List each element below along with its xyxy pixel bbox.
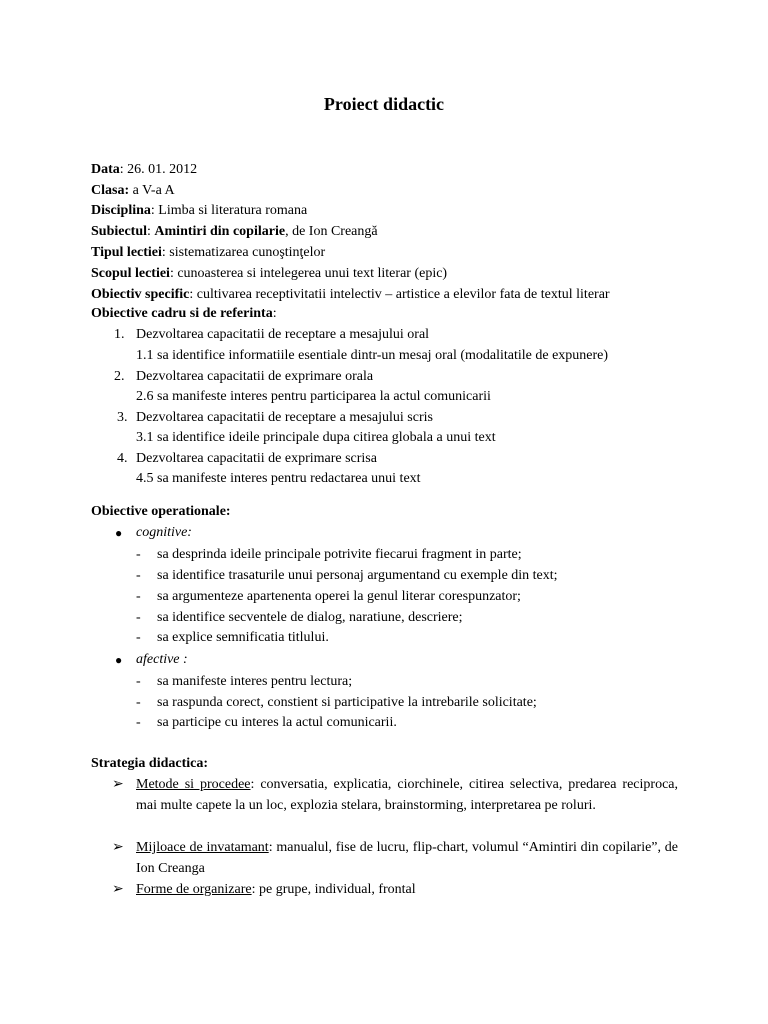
cadru-item-sub: 2.6 sa manifeste interes pentru participarea la actul comunicarii (136, 389, 491, 404)
cadru-item-number: 4. (117, 451, 128, 466)
dash-icon: - (136, 674, 141, 689)
dash-icon: - (136, 589, 141, 604)
cadru-colon: : (272, 306, 277, 321)
dash-icon: - (136, 547, 141, 562)
operationale-heading: Obiective operationale: (91, 504, 231, 519)
metode-label: Metode si procedee (136, 777, 251, 792)
arrow-bullet-icon: ➢ (112, 882, 124, 897)
metode-text: : conversatia, explicatia, ciorchinele, citirea selectiva, predarea reciproca, mai multe capete la un loc, explozia stelara, brainstorming, interpretarea pe roluri. (136, 777, 678, 813)
dash-icon: - (136, 568, 141, 583)
afective-item: sa manifeste interes pentru lectura; (157, 674, 353, 689)
clasa-value: a V-a A (129, 183, 175, 198)
dash-icon: - (136, 715, 141, 730)
cadru-heading (91, 305, 277, 323)
subiectul-colon: : (147, 224, 155, 239)
cognitive-item: sa identifice secventele de dialog, naratiune, descriere; (157, 610, 463, 625)
tipul-label: Tipul lectiei (91, 245, 162, 260)
tipul-value: : sistematizarea cunoştinţelor (161, 245, 326, 260)
cadru-item-sub: 3.1 sa identifice ideile principale dupa citirea globala a unui text (136, 430, 496, 445)
mijloace-text: : manualul, fise de lucru, flip-chart, volumul “Amintiri din copilarie”, de Ion Creanga (136, 840, 678, 876)
cadru-item-number: 1. (114, 327, 125, 342)
cognitive-item: sa argumenteze apartenenta operei la genul literar corespunzator; (157, 589, 521, 604)
arrow-bullet-icon: ➢ (112, 840, 124, 855)
data-label: Data (91, 162, 120, 177)
cognitive-label: cognitive: (136, 525, 192, 540)
metode-paragraph (136, 775, 678, 816)
subiectul-label: Subiectul (91, 224, 148, 239)
afective-item: sa raspunda corect, constient si participative la intrebarile solicitate; (157, 695, 537, 710)
cognitive-item: sa explice semnificatia titlului. (157, 630, 329, 645)
scopul-value: : cunoasterea si intelegerea unui text literar (epic) (169, 266, 448, 281)
cadru-label: Obiective cadru si de referinta (91, 306, 273, 321)
bullet-icon: ● (115, 526, 123, 540)
dash-icon: - (136, 630, 141, 645)
forme-text: : pe grupe, individual, frontal (251, 882, 416, 897)
cadru-item-text: Dezvoltarea capacitatii de receptare a mesajului oral (136, 327, 430, 342)
disciplina-line (91, 202, 307, 220)
subiectul-line (91, 223, 378, 241)
cadru-item-sub: 4.5 sa manifeste interes pentru redactarea unui text (136, 471, 421, 486)
cadru-item-sub: 1.1 sa identifice informatiile esentiale dintr-un mesaj oral (modalitatile de expunere) (136, 348, 609, 363)
cognitive-item: sa desprinda ideile principale potrivite fiecarui fragment in parte; (157, 547, 522, 562)
scopul-label: Scopul lectiei (91, 266, 170, 281)
cadru-item-text: Dezvoltarea capacitatii de receptare a mesajului scris (136, 410, 433, 425)
subiectul-title: Amintiri din copilarie (154, 224, 286, 239)
arrow-bullet-icon: ➢ (112, 777, 124, 792)
cadru-item-number: 3. (117, 410, 128, 425)
tipul-line (91, 244, 325, 262)
disciplina-label: Disciplina (91, 203, 151, 218)
data-value: : 26. 01. 2012 (119, 162, 198, 177)
strategia-heading: Strategia didactica: (91, 756, 209, 771)
clasa-line (91, 182, 175, 200)
subiectul-rest: , de Ion Creangă (285, 224, 378, 239)
disciplina-value: : Limba si literatura romana (150, 203, 308, 218)
afective-item: sa participe cu interes la actul comunicarii. (157, 715, 397, 730)
data-line (91, 161, 197, 179)
cadru-item-text: Dezvoltarea capacitatii de exprimare scrisa (136, 451, 377, 466)
bullet-icon: ● (115, 653, 123, 667)
obiectiv-specific-line (91, 286, 610, 304)
scopul-line (91, 265, 447, 283)
forme-label: Forme de organizare (136, 882, 252, 897)
cadru-item-text: Dezvoltarea capacitatii de exprimare orala (136, 369, 374, 384)
mijloace-paragraph (136, 838, 678, 879)
forme-paragraph (136, 880, 678, 901)
clasa-label: Clasa: (91, 183, 130, 198)
mijloace-label: Mijloace de invatamant (136, 840, 269, 855)
obiectiv-specific-label: Obiectiv specific (91, 287, 190, 302)
dash-icon: - (136, 695, 141, 710)
dash-icon: - (136, 610, 141, 625)
obiectiv-specific-value: : cultivarea receptivitatii intelectiv – artistice a elevilor fata de textul literar (189, 287, 610, 302)
cadru-item-number: 2. (114, 369, 125, 384)
document-title: Proiect didactic (323, 94, 445, 114)
cognitive-item: sa identifice trasaturile unui personaj argumentand cu exemple din text; (157, 568, 558, 583)
afective-label: afective : (136, 652, 188, 667)
